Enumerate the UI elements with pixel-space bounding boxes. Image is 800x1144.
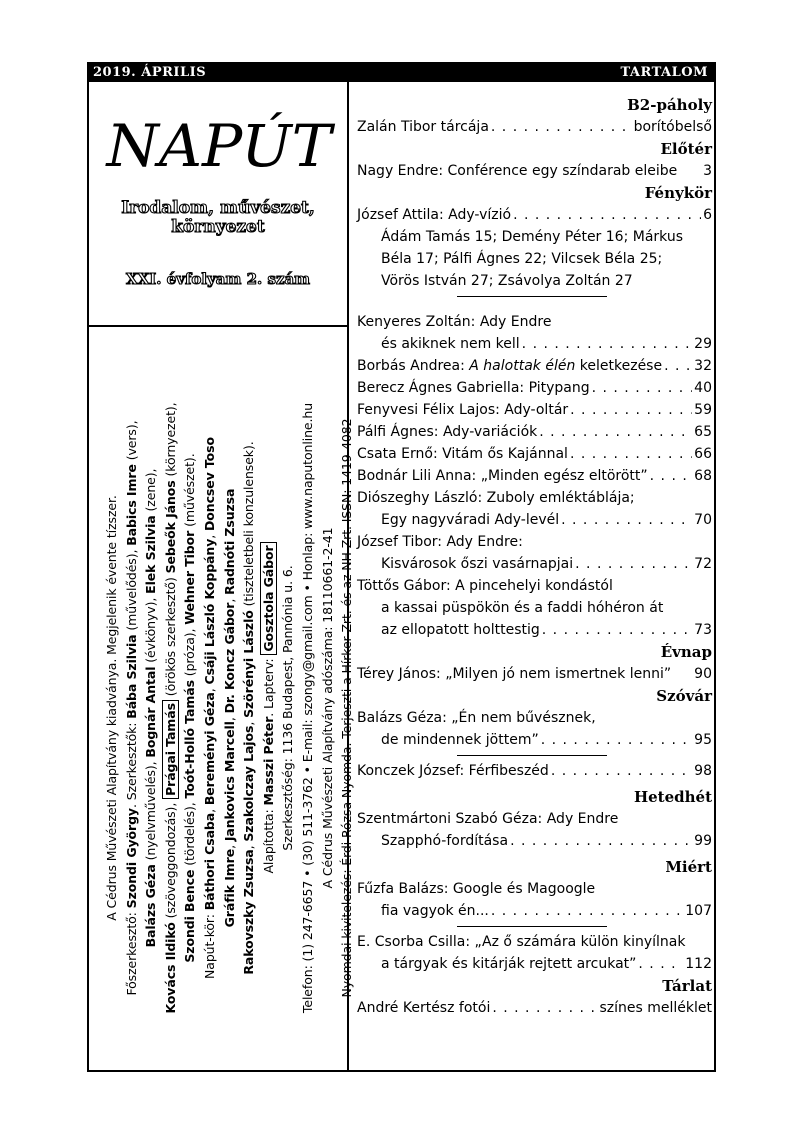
entry-page: 6 (703, 207, 712, 223)
colophon-line (278, 348, 298, 1068)
text: (művelődés), (123, 545, 139, 635)
section-heading: Szóvár (656, 687, 712, 705)
entry-page: borítóbelső (633, 119, 712, 135)
colophon-line (200, 348, 220, 1068)
text: Szerkesztőség: 1136 Budapest, Pannónia u. 6. (280, 565, 296, 851)
text: A Cédrus Művészeti Alapítvány kiadványa. Megjelenik évente tízszer. (104, 495, 119, 921)
text: , (241, 841, 257, 850)
entry-page: 66 (694, 446, 712, 462)
masthead-subtitle (89, 199, 347, 237)
separator-rule (457, 296, 607, 297)
name: Szondi Bence (182, 869, 198, 963)
text: (tiszteletbeli konzulensek). (241, 441, 257, 611)
text: , (201, 805, 217, 813)
toc-subline: Béla 17; Pálfi Ágnes 22; Vilcsek Béla 25; (381, 251, 663, 267)
entry-title: Berecz Ágnes Gabriella: Pitypang (357, 380, 590, 396)
entry-page: 65 (694, 424, 712, 440)
section-heading: Hetedhét (633, 788, 712, 806)
entry-title: de mindennek jöttem” (381, 732, 539, 748)
dot-leader (542, 619, 692, 641)
toc-entry (357, 830, 712, 852)
toc-line: Balázs Géza: „Én nem bűvésznek, (357, 710, 596, 726)
name: Szörényi László (241, 610, 257, 718)
page-frame (87, 62, 716, 1072)
subtitle-line-1: Irodalom, művészet, (121, 198, 315, 218)
colophon-line (220, 348, 240, 1068)
dot-leader (541, 729, 692, 751)
entry-page: 73 (694, 622, 712, 638)
toc-line: Töttős Gábor: A pincehelyi kondástól (357, 578, 613, 594)
text: . Szerkesztők: (123, 718, 139, 809)
toc-entry (357, 729, 712, 751)
entry-title: Konczek József: Férfibeszéd (357, 763, 549, 779)
text: (örökös szerkesztő) (162, 573, 178, 701)
entry-title: Térey János: „Milyen jó nem ismertnek lenni” (357, 666, 672, 682)
entry-title: az ellopatott holttestig (381, 622, 540, 638)
name: Szondi György (123, 808, 139, 909)
name: Jankovics Marcell (221, 721, 237, 842)
section-heading: B2-páholy (627, 96, 712, 114)
entry-page: 72 (694, 556, 712, 572)
toc-entry (357, 760, 712, 782)
toc-entry (357, 399, 712, 421)
text: , (201, 531, 217, 539)
dot-leader (575, 553, 692, 575)
text: . Lapterv: (260, 654, 276, 717)
text: , (221, 713, 237, 722)
colophon-line (180, 348, 200, 1068)
toc-subline: Ádám Tamás 15; Demény Péter 16; Márkus (381, 229, 683, 245)
entry-page: 90 (694, 666, 712, 682)
text: , (201, 684, 217, 693)
name: Dr. Koncz Gábor (221, 602, 237, 714)
name: Doncsev Toso (201, 437, 217, 531)
name: Rakovszky Zsuzsa (241, 849, 257, 975)
text: (művészet). (182, 453, 198, 531)
colophon-line (298, 348, 318, 1068)
name: Elek Szilvia (143, 515, 159, 594)
name: Masszi Péter (260, 716, 276, 806)
toc-line: a kassai püspökön és a faddi hóhéron át (381, 600, 664, 616)
toc-entry (357, 333, 712, 355)
toc-entry (357, 997, 712, 1019)
toc-entry (357, 204, 712, 226)
entry-page: 112 (685, 956, 712, 972)
dot-leader (510, 830, 692, 852)
entry-page: 3 (703, 163, 712, 179)
entry-page: 99 (694, 833, 712, 849)
name: Babics Imre (123, 464, 139, 546)
toc-line: Fűzfa Balázs: Google és Magoogle (357, 881, 596, 897)
italic-title: A halottak élén (469, 358, 576, 374)
text: (szöveggondozás), (162, 798, 178, 923)
entry-page: 32 (694, 358, 712, 374)
entry-title: a tárgyak és kitárják rejtett arcukat” (381, 956, 637, 972)
entry-title: Nagy Endre: Conférence egy színdarab eleibe (357, 163, 678, 179)
dot-leader (513, 204, 701, 226)
dot-leader (551, 760, 692, 782)
entry-title: és akiknek nem kell (381, 336, 520, 352)
entry-page: 95 (694, 732, 712, 748)
toc-line: Diószeghy László: Zuboly emléktáblája; (357, 490, 635, 506)
text: Alapította: (260, 805, 276, 874)
name: Radnóti Zsuzsa (221, 488, 237, 595)
naput-logo (99, 106, 339, 186)
text: keletkezése (575, 358, 663, 374)
issue-date: 2019. ÁPRILIS (93, 65, 207, 80)
dot-leader (491, 900, 683, 922)
name: Balázs Géza (143, 864, 159, 948)
entry-page: 107 (685, 903, 712, 919)
entry-page: 98 (694, 763, 712, 779)
toc-entry (357, 443, 712, 465)
text: Főszerkesztő: (123, 908, 139, 996)
text: (próza), (182, 624, 198, 681)
section-title: TARTALOM (620, 65, 708, 80)
entry-title: József Attila: Ady-vízió (357, 207, 512, 223)
text: (tördelés), (182, 798, 198, 870)
dot-leader (570, 443, 692, 465)
toc-entry (357, 377, 712, 399)
toc-line: Szentmártoni Szabó Géza: Ady Endre (357, 811, 619, 827)
dot-leader (592, 377, 693, 399)
entry-title: fia vagyok én... (381, 903, 489, 919)
colophon-line (141, 348, 161, 1068)
text: (nyelvművelés), (143, 757, 159, 865)
toc-entry (357, 663, 712, 685)
text: Napút-kör: (201, 910, 217, 979)
text: , (241, 717, 257, 726)
toc-entry (357, 116, 712, 138)
dot-leader (539, 421, 692, 443)
text: , (221, 841, 237, 849)
entry-page: 59 (694, 402, 712, 418)
text: Telefon: (1) 247-6657 • (30) 511-3762 • E-mail: szongy@gmail.com • Honlap: www.naputonline.hu (299, 402, 315, 1014)
name: Bognár Antal (143, 666, 159, 758)
entry-page: 70 (694, 512, 712, 528)
entry-title: Csata Ernő: Vitám ős Kajánnal (357, 446, 568, 462)
dot-leader (664, 355, 692, 377)
spacer (357, 301, 712, 311)
entry-title: Pálfi Ágnes: Ady-variációk (357, 424, 538, 440)
name: Sebeők János (162, 480, 178, 574)
toc-entry (357, 509, 712, 531)
colophon-line (161, 348, 181, 1068)
text: Borbás Andrea: (357, 358, 470, 374)
text: (környezet), (162, 402, 178, 481)
separator-rule (457, 755, 607, 756)
colophon-line (239, 348, 259, 1068)
toc-entry (357, 421, 712, 443)
entry-title: Kisvárosok őszi vasárnapjai (381, 556, 574, 572)
volume-number: XXI. évfolyam 2. szám (125, 270, 311, 288)
name: Gráfik Imre (221, 848, 237, 928)
horizontal-divider (89, 325, 347, 327)
colophon-line (102, 348, 122, 1068)
entry-page: 68 (694, 468, 712, 484)
table-of-contents (357, 94, 712, 1019)
section-heading: Miért (665, 858, 712, 876)
entry-title: Egy nagyváradi Ady-levél (381, 512, 560, 528)
name: Szakolczay Lajos (241, 725, 257, 842)
toc-entry (357, 900, 712, 922)
subtitle-line-2: környezet (171, 217, 265, 237)
toc-line: Kenyeres Zoltán: Ady Endre (357, 314, 552, 330)
name: Kovács Ildikó (162, 922, 178, 1014)
toc-line: E. Csorba Csilla: „Az ő számára külön kinyílnak (357, 934, 686, 950)
header-bar (89, 64, 714, 82)
name: Csáji László Koppány (201, 538, 217, 685)
text: Nyomdai kivitelezés: Érdi Rózsa Nyomda. Terjeszti a Hírker Zrt. és az NH Zrt. ISSN: 1419-4082 (339, 418, 355, 998)
text: (évkönyv), (143, 593, 159, 667)
svg-text:NAPÚT: NAPÚT (104, 112, 336, 180)
dot-leader (522, 333, 693, 355)
dot-leader (492, 997, 597, 1019)
name: Báthori Csaba (201, 812, 217, 911)
colophon (102, 348, 355, 1068)
entry-page: színes melléklet (599, 1000, 712, 1016)
text: (zene), (143, 468, 159, 516)
text: , (221, 594, 237, 603)
entry-page: 40 (694, 380, 712, 396)
colophon-line (122, 348, 142, 1068)
section-heading: Előtér (660, 140, 712, 158)
entry-title: Bodnár Lili Anna: „Minden egész eltörött” (357, 468, 648, 484)
section-heading: Tárlat (662, 977, 712, 995)
colophon-line (337, 348, 357, 1068)
entry-title: Szapphó-fordítása (381, 833, 509, 849)
toc-entry (357, 160, 712, 182)
text: (vers), (123, 420, 139, 465)
toc-entry (357, 465, 712, 487)
name-boxed: Gosztola Gábor (260, 542, 277, 654)
colophon-line (259, 348, 279, 1068)
entry-page: 29 (694, 336, 712, 352)
dot-leader (570, 399, 692, 421)
dot-leader (491, 116, 632, 138)
dot-leader (638, 953, 683, 975)
name: Bereményi Géza (201, 692, 217, 806)
entry-title: Fenyvesi Félix Lajos: Ady-oltár (357, 402, 569, 418)
name: Wehner Tibor (182, 530, 198, 625)
dot-leader (561, 509, 692, 531)
text: A Cédrus Művészeti Alapítvány adószáma: 18110661-2-41 (319, 527, 335, 889)
toc-subline: Vörös István 27; Zsávolya Zoltán 27 (381, 273, 633, 289)
toc-entry (357, 953, 712, 975)
dot-leader (650, 465, 693, 487)
toc-line: József Tibor: Ady Endre: (357, 534, 523, 550)
separator-rule (457, 926, 607, 927)
entry-title (357, 355, 662, 377)
section-heading: Évnap (660, 643, 712, 661)
name: Bába Szilvia (123, 634, 139, 719)
name-boxed: Prágai Tamás (162, 700, 179, 799)
colophon-line (318, 348, 338, 1068)
section-heading: Fénykör (644, 184, 712, 202)
toc-entry (357, 553, 712, 575)
toc-entry (357, 355, 712, 377)
entry-title: Zalán Tibor tárcája (357, 119, 489, 135)
toc-entry (357, 619, 712, 641)
entry-title: André Kertész fotói (357, 1000, 491, 1016)
name: Toót-Holló Tamás (182, 680, 198, 799)
